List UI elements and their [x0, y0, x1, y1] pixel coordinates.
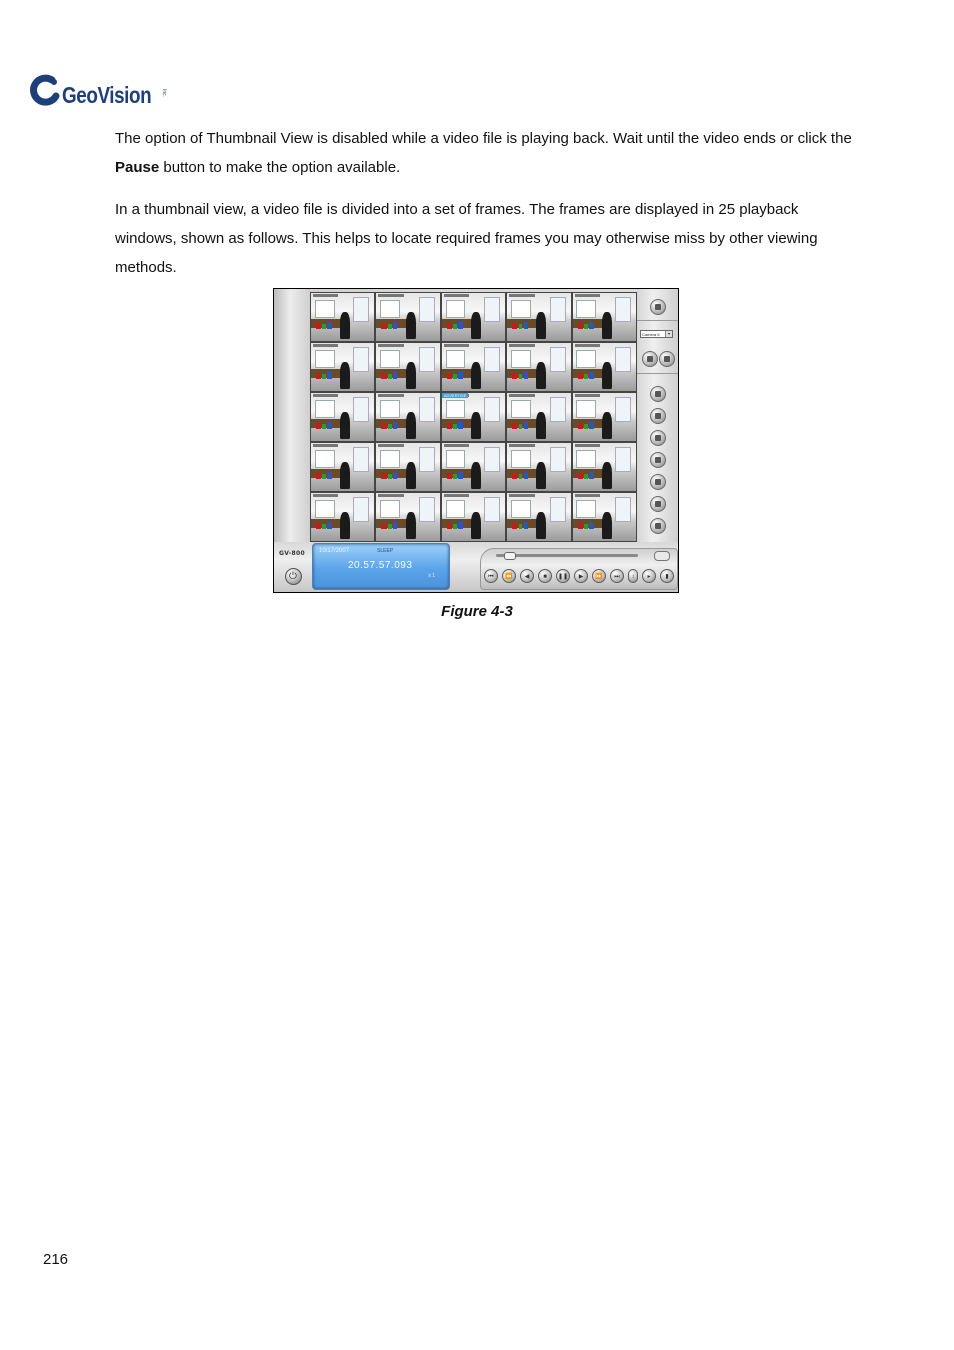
- object-shape: [447, 523, 452, 530]
- window-shape: [380, 400, 400, 418]
- object-shape: [584, 524, 588, 530]
- object-shape: [388, 324, 392, 330]
- thumbnail-frame[interactable]: [442, 493, 505, 541]
- chair-shape: [536, 362, 546, 388]
- timestamp-overlay: [509, 344, 534, 347]
- object-shape: [589, 372, 593, 380]
- object-shape: [512, 373, 517, 380]
- object-shape: [578, 423, 583, 430]
- object-shape: [453, 474, 457, 480]
- chair-shape: [340, 312, 350, 338]
- window-shape: [615, 447, 631, 472]
- thumbnail-frame[interactable]: [573, 493, 636, 541]
- timestamp-overlay: [444, 494, 469, 497]
- window-shape: [576, 350, 596, 368]
- object-shape: [519, 374, 523, 380]
- object-shape: [381, 373, 386, 380]
- window-shape: [315, 300, 335, 318]
- timestamp-overlay: [575, 344, 600, 347]
- object-shape: [512, 423, 517, 430]
- chevron-down-icon: ▾: [665, 331, 672, 337]
- window-shape: [511, 500, 531, 518]
- window-shape: [576, 300, 596, 318]
- right-control-panel: [637, 289, 678, 544]
- timestamp-overlay: [313, 344, 338, 347]
- object-shape: [393, 522, 397, 530]
- timestamp-overlay: [378, 344, 403, 347]
- thumbnail-frame[interactable]: [573, 343, 636, 391]
- timestamp-overlay: [575, 294, 600, 297]
- object-shape: [388, 474, 392, 480]
- thumbnail-frame[interactable]: [442, 443, 505, 491]
- window-shape: [511, 400, 531, 418]
- timestamp-overlay: [509, 444, 534, 447]
- object-shape: [393, 472, 397, 480]
- chair-shape: [340, 462, 350, 488]
- window-shape: [550, 347, 566, 372]
- object-shape: [393, 322, 397, 330]
- chair-shape: [406, 412, 416, 438]
- object-shape: [519, 524, 523, 530]
- thumbnail-frame[interactable]: [442, 293, 505, 341]
- window-shape: [615, 397, 631, 422]
- object-shape: [519, 424, 523, 430]
- window-shape: [419, 297, 435, 322]
- thumbnail-frame[interactable]: [376, 493, 439, 541]
- chair-shape: [471, 512, 481, 538]
- object-shape: [453, 424, 457, 430]
- object-shape: [512, 323, 517, 330]
- object-shape: [316, 373, 321, 380]
- object-shape: [519, 474, 523, 480]
- exit-icon[interactable]: [650, 518, 666, 534]
- camera-select[interactable]: [640, 330, 673, 338]
- export-icon[interactable]: [650, 299, 666, 315]
- window-shape: [353, 347, 369, 372]
- thumbnail-tag: ADVERTISE: [443, 393, 467, 398]
- object-shape: [458, 322, 462, 330]
- window-shape: [511, 300, 531, 318]
- window-shape: [380, 500, 400, 518]
- thumbnail-frame[interactable]: [442, 343, 505, 391]
- model-label: GV-800: [279, 550, 305, 557]
- playback-controls: [480, 548, 676, 588]
- chair-shape: [471, 362, 481, 388]
- object-shape: [327, 522, 331, 530]
- object-shape: [578, 323, 583, 330]
- window-shape: [419, 347, 435, 372]
- left-bezel: [274, 289, 310, 544]
- window-shape: [419, 497, 435, 522]
- chair-shape: [602, 462, 612, 488]
- display-icon[interactable]: [650, 452, 666, 468]
- object-shape: [524, 372, 528, 380]
- object-shape: [381, 323, 386, 330]
- logo-inc: Inc.: [161, 89, 167, 98]
- timestamp-overlay: [378, 294, 403, 297]
- timestamp-overlay: [509, 394, 534, 397]
- object-shape: [453, 524, 457, 530]
- object-shape: [381, 423, 386, 430]
- window-shape: [353, 297, 369, 322]
- last-frame-icon[interactable]: ⏭: [610, 569, 624, 583]
- timestamp-overlay: [444, 294, 469, 297]
- thumbnail-frame[interactable]: [311, 343, 374, 391]
- window-shape: [615, 347, 631, 372]
- object-shape: [578, 473, 583, 480]
- pause-term: Pause: [115, 159, 160, 176]
- object-shape: [589, 472, 593, 480]
- chair-shape: [406, 312, 416, 338]
- window-shape: [353, 497, 369, 522]
- object-shape: [393, 422, 397, 430]
- page-number: 216: [43, 1251, 69, 1268]
- object-shape: [512, 523, 517, 530]
- chair-shape: [406, 462, 416, 488]
- timestamp-overlay: [313, 494, 338, 497]
- first-frame-icon[interactable]: ⏮: [484, 569, 498, 583]
- thumbnail-frame[interactable]: [376, 293, 439, 341]
- object-shape: [316, 423, 321, 430]
- chair-shape: [602, 312, 612, 338]
- thumbnail-frame[interactable]: [507, 493, 570, 541]
- thumbnail-frame[interactable]: [376, 443, 439, 491]
- reverse-play-icon[interactable]: ◀: [520, 569, 534, 583]
- lcd-badge: SLEEP: [377, 548, 394, 554]
- object-shape: [393, 372, 397, 380]
- object-shape: [388, 424, 392, 430]
- object-shape: [447, 373, 452, 380]
- object-shape: [524, 472, 528, 480]
- thumbnail-frame[interactable]: [376, 393, 439, 441]
- object-shape: [327, 472, 331, 480]
- object-shape: [322, 324, 326, 330]
- window-shape: [615, 297, 631, 322]
- thumbnail-frame[interactable]: [573, 293, 636, 341]
- chair-shape: [340, 412, 350, 438]
- timestamp-overlay: [444, 344, 469, 347]
- window-shape: [446, 300, 466, 318]
- timestamp-overlay: [378, 494, 403, 497]
- record-icon[interactable]: ▮: [660, 569, 674, 583]
- window-shape: [615, 497, 631, 522]
- timestamp-overlay: [509, 294, 534, 297]
- object-shape: [388, 374, 392, 380]
- object-shape: [584, 474, 588, 480]
- timestamp-overlay: [313, 294, 338, 297]
- object-shape: [316, 523, 321, 530]
- window-shape: [484, 397, 500, 422]
- info-icon[interactable]: [650, 474, 666, 490]
- lcd-date: 10/17/2007: [319, 548, 350, 554]
- window-shape: [446, 400, 466, 418]
- panel-divider: [637, 320, 678, 321]
- window-shape: [353, 397, 369, 422]
- object-shape: [524, 322, 528, 330]
- window-shape: [484, 497, 500, 522]
- object-shape: [322, 374, 326, 380]
- object-shape: [447, 323, 452, 330]
- screen-layout-icon[interactable]: [650, 430, 666, 446]
- chair-shape: [471, 312, 481, 338]
- window-shape: [315, 500, 335, 518]
- timestamp-overlay: [575, 494, 600, 497]
- snapshot-icon[interactable]: [659, 351, 675, 367]
- thumbnail-frame[interactable]: [507, 293, 570, 341]
- object-shape: [458, 472, 462, 480]
- thumbnail-view-screenshot: [273, 288, 679, 593]
- thumbnail-grid: [310, 292, 637, 542]
- play-icon[interactable]: ▶: [574, 569, 588, 583]
- thumbnail-frame[interactable]: [507, 393, 570, 441]
- object-shape: [458, 522, 462, 530]
- window-shape: [576, 500, 596, 518]
- chair-shape: [536, 512, 546, 538]
- object-shape: [589, 322, 593, 330]
- chair-shape: [340, 362, 350, 388]
- object-shape: [322, 474, 326, 480]
- thumbnail-frame[interactable]: [311, 293, 374, 341]
- timestamp-overlay: [444, 444, 469, 447]
- object-shape: [578, 373, 583, 380]
- window-shape: [550, 497, 566, 522]
- lcd-speed: x 1: [428, 573, 435, 579]
- p1-text-start: The option of Thumbnail View is disabled while a video file is playing back. Wait until the video ends or click the: [115, 130, 852, 147]
- thumbnail-frame[interactable]: [507, 443, 570, 491]
- next-icon[interactable]: ⏩: [592, 569, 606, 583]
- thumbnail-frame[interactable]: [376, 343, 439, 391]
- paragraph-thumbnail-disabled: [115, 124, 855, 182]
- object-shape: [316, 323, 321, 330]
- object-shape: [447, 423, 452, 430]
- object-shape: [524, 422, 528, 430]
- chair-shape: [340, 512, 350, 538]
- window-shape: [550, 297, 566, 322]
- timestamp-overlay: [378, 394, 403, 397]
- object-shape: [322, 424, 326, 430]
- playback-slider-knob[interactable]: [504, 552, 516, 560]
- thumbnail-frame[interactable]: [507, 343, 570, 391]
- playback-slider-track[interactable]: [496, 554, 638, 557]
- window-shape: [550, 397, 566, 422]
- chair-shape: [602, 412, 612, 438]
- object-shape: [327, 372, 331, 380]
- object-shape: [584, 324, 588, 330]
- object-shape: [584, 374, 588, 380]
- object-shape: [524, 522, 528, 530]
- chair-shape: [471, 412, 481, 438]
- timestamp-overlay: [509, 494, 534, 497]
- stop-icon[interactable]: ■: [538, 569, 552, 583]
- window-shape: [511, 450, 531, 468]
- window-shape: [315, 450, 335, 468]
- window-shape: [380, 300, 400, 318]
- chair-shape: [536, 462, 546, 488]
- object-shape: [381, 473, 386, 480]
- window-shape: [353, 447, 369, 472]
- window-shape: [315, 350, 335, 368]
- chair-shape: [602, 362, 612, 388]
- object-shape: [327, 322, 331, 330]
- list-icon[interactable]: [650, 408, 666, 424]
- object-shape: [519, 324, 523, 330]
- object-shape: [458, 372, 462, 380]
- object-shape: [316, 473, 321, 480]
- step-icon[interactable]: ▸: [642, 569, 656, 583]
- chair-shape: [406, 512, 416, 538]
- timestamp-overlay: [575, 444, 600, 447]
- window-shape: [484, 447, 500, 472]
- object-shape: [453, 374, 457, 380]
- zoom-icon[interactable]: [642, 351, 658, 367]
- timestamp-overlay: [313, 444, 338, 447]
- figure-caption: Figure 4-3: [441, 603, 513, 620]
- chair-shape: [471, 462, 481, 488]
- lcd-display: [312, 543, 450, 590]
- window-shape: [380, 350, 400, 368]
- object-shape: [327, 422, 331, 430]
- object-shape: [453, 324, 457, 330]
- object-shape: [589, 422, 593, 430]
- window-shape: [576, 400, 596, 418]
- object-shape: [512, 473, 517, 480]
- chair-shape: [536, 312, 546, 338]
- object-shape: [322, 524, 326, 530]
- window-shape: [446, 500, 466, 518]
- object-shape: [589, 522, 593, 530]
- thumbnail-frame[interactable]: [311, 393, 374, 441]
- paragraph-thumbnail-view: In a thumbnail view, a video file is divided into a set of frames. The frames are displayed in 25 playback windows, shown as follows. This helps to locate required frames you may otherwise miss by other viewing methods.: [115, 201, 818, 276]
- thumbnail-frame[interactable]: [573, 393, 636, 441]
- object-shape: [578, 523, 583, 530]
- object-shape: [584, 424, 588, 430]
- chair-shape: [536, 412, 546, 438]
- logo-text: GeoVision: [62, 82, 152, 108]
- thumbnail-frame[interactable]: [311, 493, 374, 541]
- window-shape: [550, 447, 566, 472]
- chair-shape: [602, 512, 612, 538]
- object-shape: [388, 524, 392, 530]
- window-shape: [576, 450, 596, 468]
- camera-select-value: Camera 6: [642, 332, 660, 337]
- logo-swoosh-icon: [30, 74, 64, 108]
- pause-icon[interactable]: ❚❚: [556, 569, 570, 583]
- panel-divider: [637, 373, 678, 374]
- lcd-time: 20.57.57.093: [348, 560, 413, 571]
- timestamp-overlay: [313, 394, 338, 397]
- window-shape: [419, 397, 435, 422]
- thumbnail-frame[interactable]: [311, 443, 374, 491]
- chair-shape: [406, 362, 416, 388]
- thumbnail-frame[interactable]: [573, 443, 636, 491]
- power-icon[interactable]: [285, 568, 302, 585]
- object-shape: [458, 422, 462, 430]
- window-shape: [484, 297, 500, 322]
- window-shape: [419, 447, 435, 472]
- timestamp-overlay: [575, 394, 600, 397]
- speed-toggle-button[interactable]: [654, 551, 670, 561]
- object-shape: [447, 473, 452, 480]
- p1-text-end: button to make the option available.: [159, 159, 401, 176]
- window-shape: [511, 350, 531, 368]
- speed-up-down-icon[interactable]: ↕: [628, 569, 638, 583]
- thumbnail-frame[interactable]: [442, 393, 505, 441]
- previous-icon[interactable]: ⏪: [502, 569, 516, 583]
- window-shape: [446, 450, 466, 468]
- window-shape: [315, 400, 335, 418]
- timestamp-overlay: [378, 444, 403, 447]
- settings-icon[interactable]: [650, 496, 666, 512]
- object-shape: [381, 523, 386, 530]
- window-shape: [380, 450, 400, 468]
- window-shape: [484, 347, 500, 372]
- window-shape: [446, 350, 466, 368]
- tools-icon[interactable]: [650, 386, 666, 402]
